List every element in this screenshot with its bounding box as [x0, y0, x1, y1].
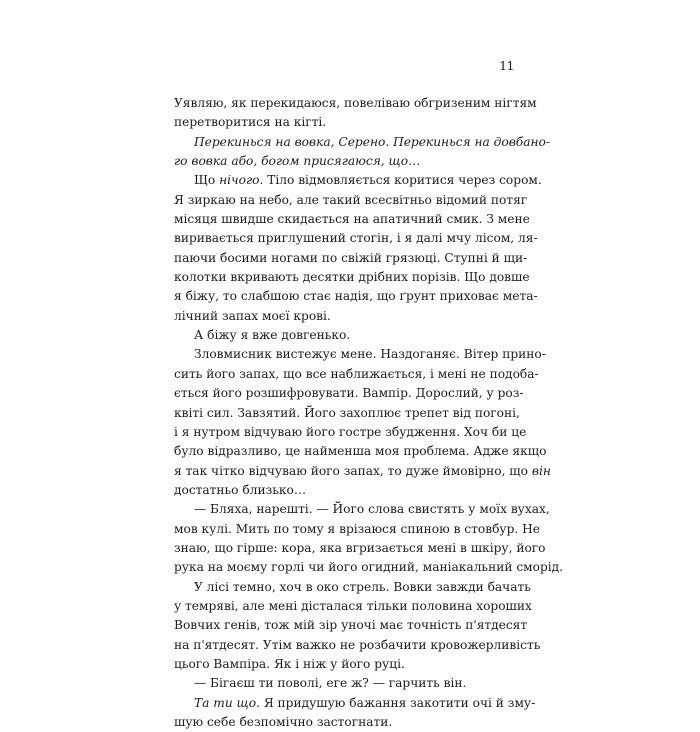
text-line: [174, 133, 550, 152]
text-line: достатньо близько…: [174, 482, 307, 497]
book-page: [174, 58, 564, 729]
text-fragment: . Я придушую бажання закотити очі й зму-: [256, 695, 536, 710]
text-line: — Бігаєш ти поволі, еге ж? — гарчить він.: [194, 676, 467, 691]
text-line: на п'ятдесят. Утім важко не розбачити кровожерливість: [174, 637, 541, 652]
text-line: лічний запах моєї крові.: [174, 308, 331, 323]
text-line: паючи босими ногами по свіжій грязюці. Ступні й щи-: [174, 250, 528, 265]
text-line: А біжу я вже довгенько.: [194, 328, 351, 343]
text-line: [174, 152, 514, 171]
text-line: квіті сил. Завзятий. Його захоплює трепет від погоні,: [174, 405, 520, 420]
page-number: 11: [499, 58, 514, 73]
text-line: колотки вкривають десятки дрібних порізів. Що довше: [174, 270, 530, 285]
text-fragment: Що: [194, 173, 220, 188]
text-line: Вовчих генів, тож мій зір уночі має точність п'ятдесят: [174, 618, 528, 633]
italic-line-text: Перекинься на вовка, Серено. Перекинься на довбано-: [194, 134, 550, 149]
text-line: [174, 694, 536, 713]
text-line: я біжу, то слабшою стає надія, що ґрунт приховає мета-: [174, 289, 538, 304]
text-fragment: . Тіло відмовляється коритися через сором.: [259, 173, 542, 188]
text-line: і я нутром відчуваю його гостре збудження. Хоч би це: [174, 424, 527, 439]
text-line: було відразливо, це найменша моя проблема. Адже якщо: [174, 444, 547, 459]
text-line: — Бляха, нарешті. — Його слова свистять у моїх вухах,: [194, 502, 550, 517]
text-line: місяця швидше скидається на апатичний смик. З мене: [174, 212, 530, 227]
text-line: [174, 171, 542, 190]
text-line: Я зиркаю на небо, але такий всесвітньо відомий потяг: [174, 192, 528, 207]
italic-fragment: Та ти що: [194, 695, 257, 710]
text-line: мов кулі. Мить по тому я врізаюся спиною в стовбур. Не: [174, 521, 540, 536]
text-line: Уявляю, як перекидаюся, повелівaю обгризеним нігтям: [174, 96, 537, 110]
text-line: знаю, що гірше: кора, яка вгризається мені в шкіру, його: [174, 540, 546, 555]
body-text: [174, 94, 564, 732]
italic-fragment: він: [531, 463, 551, 478]
text-line: сить його запах, що все наближається, і мені не подоба-: [174, 366, 539, 381]
text-line: виривається приглушений стогін, і я далі мчу лісом, ля-: [174, 231, 538, 246]
text-line: у темряві, але мені дісталася тільки половина хороших: [174, 598, 532, 613]
text-line: ється його розшифровувати. Вампір. Дорослий, у роз-: [174, 386, 524, 401]
text-line: рука на моєму горлі чи його огидний, маніакальний сморід.: [174, 560, 564, 575]
text-line: У лісі темно, хоч в око стрель. Вовки завжди бачать: [194, 579, 531, 594]
text-line: перетворитися на кігті.: [174, 115, 327, 130]
text-line: Зловмисник вистежує мене. Наздоганяє. Вітер прино-: [194, 347, 546, 362]
text-line: шую себе безпомічно застогнати.: [174, 715, 393, 729]
italic-line-text: го вовка або, богом присягаюся, що…: [174, 154, 421, 169]
text-fragment: я так чітко відчуваю його запах, то дуже ймовірно, що: [174, 463, 532, 478]
text-line: [174, 462, 551, 481]
italic-fragment: нічого: [219, 173, 260, 188]
text-line: цього Вампіра. Як і ніж у його руці.: [174, 656, 405, 671]
